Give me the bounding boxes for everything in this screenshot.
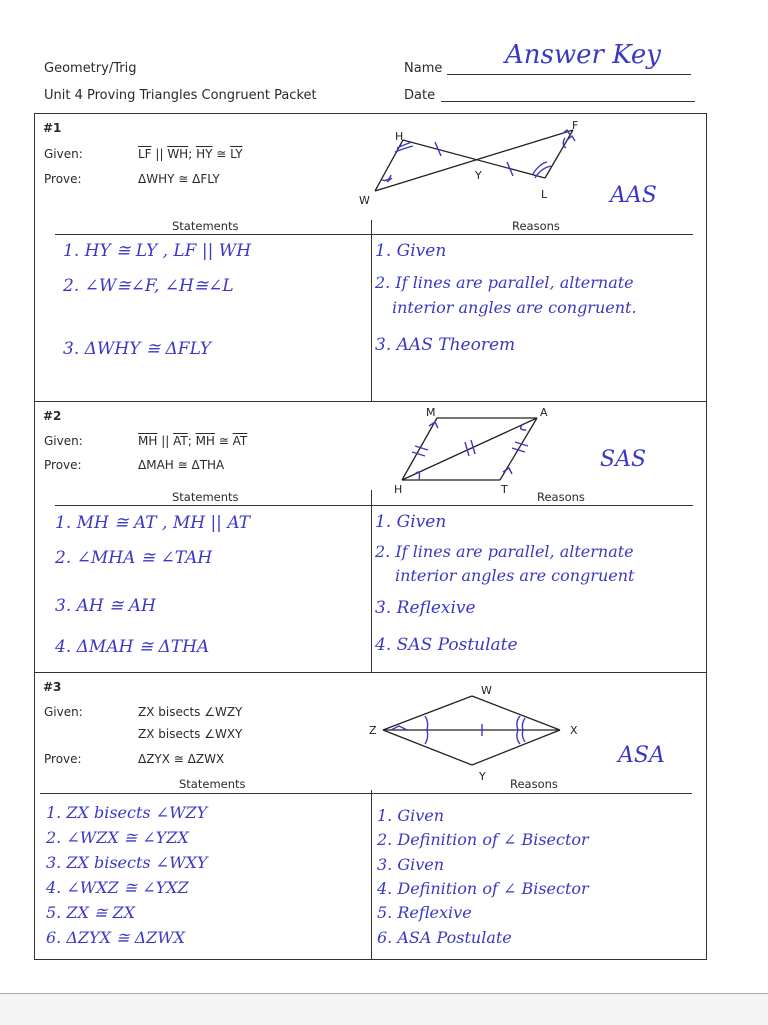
statement-text: MH ≅ AT , MH || AT (76, 513, 251, 533)
step-number: 2. (377, 830, 393, 849)
vertex-label-x: X (570, 724, 578, 737)
header-rule (55, 234, 693, 235)
step-number: 5. (46, 903, 62, 922)
vertex-label-l: L (541, 188, 548, 201)
vertex-label-y: Y (475, 169, 482, 182)
statement-text: ZX bisects ∠WZY (66, 803, 208, 822)
date-label: Date (404, 88, 436, 103)
step-number: 4. (55, 637, 72, 657)
vertex-label-h: H (394, 483, 403, 496)
given-text (138, 434, 247, 448)
step-number: 3. (63, 339, 80, 359)
given-label: Given: (44, 147, 83, 161)
given-label: Given: (44, 705, 83, 719)
reason-text: ASA Postulate (397, 928, 512, 947)
statement-3 (46, 853, 207, 872)
statement-4 (46, 878, 189, 897)
reason-text: SAS Postulate (396, 635, 518, 655)
problem-divider (34, 672, 707, 673)
vertex-label-y: Y (479, 770, 486, 783)
statement-text: ΔMAH ≅ ΔTHA (76, 637, 210, 657)
statement-4 (55, 637, 209, 657)
statement-text: ZX ≅ ZX (66, 903, 135, 922)
step-number: 2. (375, 273, 391, 292)
step-number: 3. (55, 596, 72, 616)
step-number: 2. (46, 828, 62, 847)
reason-4 (375, 635, 518, 655)
reason-text: Given (396, 241, 447, 261)
segment-hy: $\overline{HY}$ (196, 147, 213, 161)
reason-text: Definition of ∠ Bisector (397, 879, 589, 898)
reason-2 (375, 542, 634, 561)
step-number: 6. (46, 928, 62, 947)
reason-1 (375, 512, 446, 532)
statement-2 (46, 828, 189, 847)
problem-number: #1 (43, 121, 62, 135)
reason-text: Given (397, 806, 445, 825)
statement-2 (55, 548, 212, 568)
reason-text: Given (396, 512, 447, 532)
segment-at: $\overline{AT}$ (173, 434, 188, 448)
reason-text: Reflexive (397, 903, 472, 922)
segment-wh: $\overline{WH}$ (167, 147, 189, 161)
reason-2-continued: interior angles are congruent. (392, 298, 637, 317)
parallel-symbol: || (157, 434, 174, 448)
column-divider (371, 220, 372, 401)
prove-text: ΔMAH ≅ ΔTHA (138, 458, 225, 472)
segment-at: $\overline{AT}$ (232, 434, 248, 448)
name-label: Name (404, 61, 443, 76)
segment-mh: $\overline{MH}$ (195, 434, 215, 448)
scan-edge (0, 993, 768, 1025)
vertex-label-z: Z (369, 724, 377, 737)
step-number: 4. (46, 878, 62, 897)
separator: ; (188, 147, 197, 161)
step-number: 5. (377, 903, 393, 922)
step-number: 4. (377, 879, 393, 898)
given-line-2: ZX bisects ∠WXY (138, 727, 243, 741)
statements-header: Statements (179, 777, 246, 791)
header-rule (40, 793, 692, 794)
method-label: AAS (610, 183, 657, 208)
vertex-label-m: M (426, 406, 436, 419)
congruent-symbol: ≅ (214, 434, 233, 448)
step-number: 6. (377, 928, 393, 947)
prove-label: Prove: (44, 752, 82, 766)
vertex-label-w: W (481, 684, 492, 697)
statement-1 (46, 803, 207, 822)
step-number: 1. (46, 803, 62, 822)
statement-3 (55, 596, 156, 616)
vertex-label-f: F (572, 119, 579, 132)
segment-ly: $\overline{LY}$ (230, 147, 243, 161)
reason-text: AAS Theorem (396, 335, 516, 355)
name-value: Answer Key (505, 40, 661, 70)
reason-3 (377, 855, 444, 874)
step-number: 1. (375, 241, 392, 261)
congruent-symbol: ≅ (212, 147, 231, 161)
name-line (447, 74, 691, 75)
prove-text: ΔWHY ≅ ΔFLY (138, 172, 220, 186)
vertex-label-w: W (359, 194, 370, 207)
reasons-header: Reasons (510, 777, 558, 791)
figure-kite-zwxy (365, 680, 585, 785)
step-number: 3. (375, 335, 392, 355)
step-number: 1. (377, 806, 393, 825)
statement-6 (46, 928, 185, 947)
reasons-header: Reasons (537, 490, 585, 504)
step-number: 1. (375, 512, 392, 532)
step-number: 2. (55, 548, 72, 568)
statement-2 (63, 276, 234, 296)
separator: ; (187, 434, 196, 448)
reason-3 (375, 598, 476, 618)
header-rule (55, 505, 693, 506)
step-number: 2. (375, 542, 391, 561)
step-number: 3. (377, 855, 393, 874)
statement-text: HY ≅ LY , LF || WH (84, 241, 252, 261)
problem-divider (34, 401, 707, 402)
step-number: 1. (55, 513, 72, 533)
segment-mh: $\overline{MH}$ (138, 434, 158, 448)
reason-1 (375, 241, 446, 261)
reason-text: Given (397, 855, 445, 874)
prove-label: Prove: (44, 172, 82, 186)
column-divider (371, 790, 372, 960)
step-number: 3. (46, 853, 62, 872)
reason-6 (377, 928, 512, 947)
step-number: 1. (63, 241, 80, 261)
step-number: 4. (375, 635, 392, 655)
reason-text: If lines are parallel, alternate (395, 542, 634, 561)
figure-parallelogram-math (385, 404, 560, 496)
statement-text: ∠W≅∠F, ∠H≅∠L (84, 276, 234, 296)
step-number: 3. (375, 598, 392, 618)
column-divider (371, 490, 372, 672)
vertex-label-h: H (395, 130, 404, 143)
reason-text: Reflexive (396, 598, 476, 618)
statement-1 (55, 513, 250, 533)
given-line-1: ZX bisects ∠WZY (138, 705, 243, 719)
prove-label: Prove: (44, 458, 82, 472)
reason-text: Definition of ∠ Bisector (397, 830, 589, 849)
vertex-label-a: A (540, 406, 548, 419)
reason-3 (375, 335, 515, 355)
vertex-label-t: T (501, 483, 508, 496)
given-label: Given: (44, 434, 83, 448)
statement-text: ΔWHY ≅ ΔFLY (84, 339, 211, 359)
statement-3 (63, 339, 211, 359)
statements-header: Statements (172, 490, 239, 504)
reason-2 (377, 830, 589, 849)
step-number: 2. (63, 276, 80, 296)
statement-text: ∠WZX ≅ ∠YZX (66, 828, 189, 847)
statement-text: AH ≅ AH (76, 596, 156, 616)
prove-text: ΔZYX ≅ ΔZWX (138, 752, 225, 766)
date-line (441, 101, 695, 102)
parallel-symbol: || (151, 147, 168, 161)
given-text (138, 147, 243, 161)
statement-1 (63, 241, 251, 261)
statement-5 (46, 903, 135, 922)
reason-5 (377, 903, 472, 922)
reason-2-continued: interior angles are congruent (395, 566, 635, 585)
statement-text: ΔZYX ≅ ΔZWX (66, 928, 186, 947)
reason-text: If lines are parallel, alternate (395, 273, 634, 292)
unit-title: Unit 4 Proving Triangles Congruent Packet (44, 88, 317, 103)
statement-text: ZX bisects ∠WXY (66, 853, 208, 872)
statement-text: ∠WXZ ≅ ∠YXZ (66, 878, 189, 897)
reasons-header: Reasons (512, 219, 560, 233)
figure-triangles-wh-fl (355, 118, 595, 210)
segment-lf: $\overline{LF}$ (138, 147, 152, 161)
reason-4 (377, 879, 589, 898)
method-label: SAS (600, 447, 647, 472)
reason-1 (377, 806, 444, 825)
problem-number: #3 (43, 680, 62, 694)
course-title: Geometry/Trig (44, 61, 137, 76)
statement-text: ∠MHA ≅ ∠TAH (76, 548, 213, 568)
statements-header: Statements (172, 219, 239, 233)
method-label: ASA (618, 743, 665, 768)
problem-number: #2 (43, 409, 62, 423)
reason-2 (375, 273, 634, 292)
